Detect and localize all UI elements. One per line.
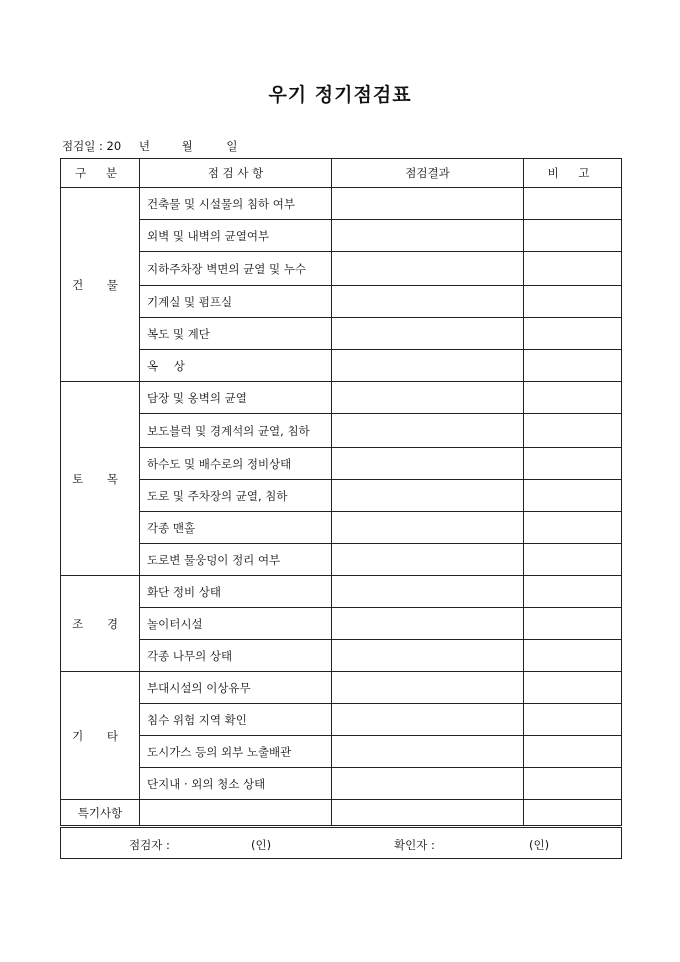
table-row: [61, 704, 622, 736]
check-item: 각종 맨홀: [140, 512, 332, 544]
result-cell[interactable]: [332, 252, 524, 286]
check-item: 지하주차장 벽면의 균열 및 누수: [140, 252, 332, 286]
day-unit: 일: [226, 139, 238, 153]
remark-cell[interactable]: [524, 672, 622, 704]
month-unit: 월: [181, 139, 193, 153]
table-row: [61, 576, 622, 608]
result-cell[interactable]: [332, 318, 524, 350]
category-building: 건 물: [61, 188, 140, 382]
check-item: 화단 정비 상태: [140, 576, 332, 608]
remark-cell[interactable]: [524, 252, 622, 286]
table-row: [61, 382, 622, 414]
remark-cell[interactable]: [524, 188, 622, 220]
check-item: 외벽 및 내벽의 균열여부: [140, 220, 332, 252]
special-notes-row: [61, 800, 622, 827]
table-row: [61, 736, 622, 768]
result-cell[interactable]: [332, 448, 524, 480]
table-row: [61, 286, 622, 318]
result-cell[interactable]: [332, 672, 524, 704]
table-row: [61, 608, 622, 640]
check-item: 도시가스 등의 외부 노출배관: [140, 736, 332, 768]
remark-cell[interactable]: [524, 576, 622, 608]
result-cell[interactable]: [332, 544, 524, 576]
result-cell[interactable]: [332, 512, 524, 544]
year-unit: 년: [138, 139, 150, 153]
check-item: 담장 및 옹벽의 균열: [140, 382, 332, 414]
table-row: [61, 350, 622, 382]
table-row: [61, 768, 622, 800]
category-civil: 토 목: [61, 382, 140, 576]
result-cell[interactable]: [332, 286, 524, 318]
remark-cell[interactable]: [524, 414, 622, 448]
remark-cell[interactable]: [524, 318, 622, 350]
table-row: [61, 252, 622, 286]
header-result: 점검결과: [332, 159, 524, 188]
special-notes-cell[interactable]: [524, 800, 622, 827]
inspection-date-line: [62, 138, 237, 154]
check-item: 단지내 · 외의 청소 상태: [140, 768, 332, 800]
result-cell[interactable]: [332, 768, 524, 800]
remark-cell[interactable]: [524, 286, 622, 318]
table-header-row: [61, 159, 622, 188]
remark-cell[interactable]: [524, 608, 622, 640]
category-other: 기 타: [61, 672, 140, 800]
result-cell[interactable]: [332, 736, 524, 768]
check-item: 기계실 및 펌프실: [140, 286, 332, 318]
result-cell[interactable]: [332, 608, 524, 640]
table-row: [61, 188, 622, 220]
remark-cell[interactable]: [524, 350, 622, 382]
remark-cell[interactable]: [524, 640, 622, 672]
check-item: 부대시설의 이상유무: [140, 672, 332, 704]
result-cell[interactable]: [332, 704, 524, 736]
table-row: [61, 672, 622, 704]
result-cell[interactable]: [332, 576, 524, 608]
result-cell[interactable]: [332, 382, 524, 414]
confirmer-seal[interactable]: (인): [529, 838, 550, 852]
check-item: 건축물 및 시설물의 침하 여부: [140, 188, 332, 220]
remark-cell[interactable]: [524, 736, 622, 768]
table-row: [61, 640, 622, 672]
result-cell[interactable]: [332, 188, 524, 220]
check-item: 놀이터시설: [140, 608, 332, 640]
special-notes-cell[interactable]: [332, 800, 524, 827]
remark-cell[interactable]: [524, 220, 622, 252]
date-label: 점검일 : 20: [62, 139, 122, 153]
table-row: [61, 480, 622, 512]
special-notes-cell[interactable]: [140, 800, 332, 827]
confirmer-label: 확인자 :: [394, 838, 435, 852]
result-cell[interactable]: [332, 220, 524, 252]
check-item: 복도 및 계단: [140, 318, 332, 350]
header-remark: 비 고: [524, 159, 622, 188]
table-row: [61, 512, 622, 544]
header-category: 구 분: [61, 159, 140, 188]
category-landscape: 조 경: [61, 576, 140, 672]
result-cell[interactable]: [332, 350, 524, 382]
table-row: [61, 220, 622, 252]
remark-cell[interactable]: [524, 448, 622, 480]
result-cell[interactable]: [332, 640, 524, 672]
special-notes-label: 특기사항: [61, 800, 140, 827]
header-items: 점 검 사 항: [140, 159, 332, 188]
remark-cell[interactable]: [524, 382, 622, 414]
check-item: 도로변 물웅덩이 정리 여부: [140, 544, 332, 576]
check-item: 하수도 및 배수로의 정비상태: [140, 448, 332, 480]
check-item: 보도블럭 및 경계석의 균열, 침하: [140, 414, 332, 448]
check-item: 도로 및 주차장의 균열, 침하: [140, 480, 332, 512]
check-item: 각종 나무의 상태: [140, 640, 332, 672]
remark-cell[interactable]: [524, 544, 622, 576]
inspector-seal[interactable]: (인): [251, 838, 272, 852]
signature-cell: [61, 827, 622, 859]
remark-cell[interactable]: [524, 768, 622, 800]
remark-cell[interactable]: [524, 512, 622, 544]
result-cell[interactable]: [332, 414, 524, 448]
check-item: 옥 상: [140, 350, 332, 382]
table-row: [61, 448, 622, 480]
inspector-label: 점검자 :: [129, 838, 170, 852]
remark-cell[interactable]: [524, 480, 622, 512]
table-row: [61, 414, 622, 448]
table-row: [61, 544, 622, 576]
check-item: 침수 위험 지역 확인: [140, 704, 332, 736]
result-cell[interactable]: [332, 480, 524, 512]
inspection-table: [60, 158, 622, 859]
signature-row: [61, 827, 622, 859]
page-title: 우기 정기점검표: [268, 84, 412, 106]
remark-cell[interactable]: [524, 704, 622, 736]
table-row: [61, 318, 622, 350]
